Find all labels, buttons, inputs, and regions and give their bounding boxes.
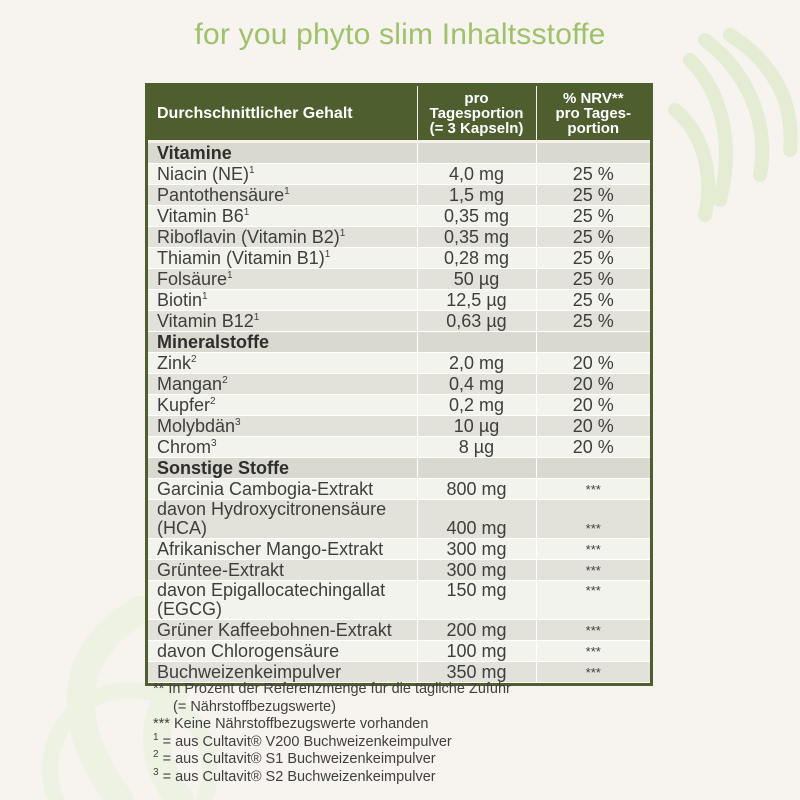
section-cell (536, 332, 650, 353)
ingredient-amount: 4,0 mg (417, 164, 536, 185)
header-nrv-percent (536, 86, 650, 142)
table-header-row (148, 86, 650, 142)
footnote-ref: 2 (191, 353, 197, 365)
ingredient-name (148, 560, 417, 581)
ingredient-amount: 0,35 mg (417, 206, 536, 227)
section-cell (417, 458, 536, 479)
header-average-content: Durchschnittlicher Gehalt (148, 86, 417, 142)
ingredient-label: Niacin (NE) (157, 163, 250, 184)
footnote-ref: 1 (227, 269, 233, 281)
section-cell (417, 142, 536, 164)
section-title: Sonstige Stoffe (148, 458, 417, 479)
ingredient-amount: 400 mg (417, 500, 536, 539)
ingredient-amount: 300 mg (417, 560, 536, 581)
ingredient-amount: 12,5 µg (417, 290, 536, 311)
ingredient-label: davon Hydroxycitronensäure (HCA) (157, 499, 387, 538)
table-row (148, 416, 650, 437)
footnote-ref: 3 (211, 437, 217, 449)
footnotes (153, 681, 511, 786)
table-row (148, 479, 650, 500)
footnote-ref: 1 (243, 206, 250, 218)
footnote-text: = aus Cultavit® V200 Buchweizenkeimpulver (158, 733, 452, 750)
footnote-ref: 1 (249, 164, 255, 176)
ingredient-label: Molybdän (157, 415, 236, 436)
ingredient-label: Grüntee-Extrakt (157, 559, 285, 580)
ingredient-label: Kupfer (157, 394, 211, 415)
ingredient-amount: 0,63 µg (417, 311, 536, 332)
table-row (148, 353, 650, 374)
footnote-mark: 1 (153, 731, 159, 743)
table-row (148, 248, 650, 269)
table-row (148, 290, 650, 311)
footnote-ref: 1 (284, 185, 290, 197)
ingredient-label: Garcinia Cambogia-Extrakt (157, 478, 374, 499)
ingredient-nrv: *** (536, 662, 650, 683)
ingredient-name (148, 416, 417, 437)
ingredient-label: Buchweizenkeimpulver (157, 661, 342, 682)
ingredient-amount: 0,28 mg (417, 248, 536, 269)
ingredient-label: Zink (157, 352, 192, 373)
table-row (148, 641, 650, 662)
header-per-daily-portion (417, 86, 536, 142)
ingredient-nrv: 20 % (536, 353, 650, 374)
footnote-ref: 1 (339, 227, 346, 239)
table-row (148, 620, 650, 641)
ingredient-nrv: 25 % (536, 206, 650, 227)
ingredient-label: davon Epigallocatechingallat (EGCG) (157, 580, 386, 619)
header-line: Tagesportion (429, 104, 524, 122)
ingredient-name (148, 185, 417, 206)
table-row (148, 206, 650, 227)
ingredient-name (148, 395, 417, 416)
ingredient-name (148, 374, 417, 395)
ingredient-name (148, 581, 417, 620)
footnote-mark: 3 (153, 766, 159, 778)
ingredient-nrv: *** (536, 581, 650, 620)
ingredients-table (148, 86, 650, 683)
ingredient-amount: 0,4 mg (417, 374, 536, 395)
header-line: % NRV** (562, 89, 624, 107)
section-cell (417, 332, 536, 353)
table-row (148, 185, 650, 206)
ingredient-amount: 150 mg (417, 581, 536, 620)
ingredient-label: Folsäure (157, 268, 228, 289)
ingredient-name (148, 662, 417, 683)
ingredient-name (148, 620, 417, 641)
ingredient-nrv: *** (536, 620, 650, 641)
table-row (148, 662, 650, 683)
table-row (148, 311, 650, 332)
ingredient-name (148, 311, 417, 332)
footnote-ref: 1 (324, 248, 331, 260)
ingredient-nrv: *** (536, 500, 650, 539)
table-body (148, 142, 650, 683)
ingredient-label: davon Chlorogensäure (157, 640, 340, 661)
header-line: pro (464, 89, 489, 107)
table-row (148, 581, 650, 620)
ingredient-name (148, 206, 417, 227)
table-row (148, 560, 650, 581)
footnote-ref: 2 (210, 395, 216, 407)
ingredient-nrv: 20 % (536, 374, 650, 395)
nutrition-table (145, 83, 653, 686)
ingredient-amount: 100 mg (417, 641, 536, 662)
ingredient-name (148, 290, 417, 311)
footnote-ref: 1 (253, 311, 260, 323)
table-row (148, 269, 650, 290)
ingredient-nrv: *** (536, 479, 650, 500)
ingredient-name (148, 500, 417, 539)
footnote-1 (153, 731, 511, 752)
footnote-no-reference: *** Keine Nährstoffbezugswerte vorhanden (153, 716, 429, 732)
ingredient-nrv: *** (536, 641, 650, 662)
footnote-mark: 2 (153, 749, 159, 761)
ingredient-name (148, 164, 417, 185)
table-section-row (148, 458, 650, 479)
ingredient-nrv: *** (536, 560, 650, 581)
table-row (148, 374, 650, 395)
table-row (148, 395, 650, 416)
footnote-ref: 1 (202, 290, 208, 302)
section-cell (536, 142, 650, 164)
ingredient-label: Thiamin (Vitamin B1) (157, 247, 325, 268)
ingredient-label: Mangan (157, 373, 223, 394)
ingredient-amount: 0,2 mg (417, 395, 536, 416)
table-row (148, 539, 650, 560)
ingredient-amount: 8 µg (417, 437, 536, 458)
footnote-text: = aus Cultavit® S2 Buchweizenkeimpulver (158, 768, 436, 785)
footnote-3 (153, 766, 511, 787)
table-section-row (148, 142, 650, 164)
footnote-2 (153, 751, 511, 769)
ingredient-nrv: 25 % (536, 248, 650, 269)
ingredient-nrv: 25 % (536, 290, 650, 311)
ingredient-nrv: 20 % (536, 395, 650, 416)
ingredient-name (148, 269, 417, 290)
ingredient-name (148, 479, 417, 500)
ingredient-nrv: 20 % (536, 437, 650, 458)
ingredient-amount: 0,35 mg (417, 227, 536, 248)
table-section-row (148, 332, 650, 353)
ingredient-amount: 200 mg (417, 620, 536, 641)
ingredient-name (148, 248, 417, 269)
ingredient-nrv: 25 % (536, 227, 650, 248)
footnote-ref: 2 (222, 374, 228, 386)
table-row (148, 164, 650, 185)
ingredient-amount: 50 µg (417, 269, 536, 290)
ingredient-name (148, 641, 417, 662)
header-line: (= 3 Kapseln) (429, 119, 524, 137)
footnote-text: = aus Cultavit® S1 Buchweizenkeimpulver (158, 751, 436, 767)
ingredient-name (148, 353, 417, 374)
ingredient-nrv: *** (536, 539, 650, 560)
ingredient-label: Vitamin B12 (157, 310, 254, 331)
footnote-nrv-sub: (= Nährstoffbezugswerte) (173, 698, 336, 715)
ingredient-amount: 1,5 mg (417, 185, 536, 206)
table-row (148, 227, 650, 248)
ingredient-label: Pantothensäure (157, 184, 285, 205)
header-line: pro Tages- (555, 104, 632, 122)
table-row (148, 500, 650, 539)
ingredient-label: Biotin (157, 289, 203, 310)
section-title: Mineralstoffe (148, 332, 417, 353)
section-title: Vitamine (148, 142, 417, 164)
ingredient-nrv: 25 % (536, 269, 650, 290)
header-line: portion (567, 119, 620, 137)
ingredient-name (148, 437, 417, 458)
table-row (148, 437, 650, 458)
page-title: for you phyto slim Inhaltsstoffe (194, 18, 606, 51)
ingredient-label: Afrikanischer Mango-Extrakt (157, 538, 384, 559)
ingredient-label: Riboflavin (Vitamin B2) (157, 226, 340, 247)
ingredient-amount: 300 mg (417, 539, 536, 560)
ingredient-nrv: 25 % (536, 164, 650, 185)
ingredient-amount: 2,0 mg (417, 353, 536, 374)
section-cell (536, 458, 650, 479)
ingredient-amount: 350 mg (417, 662, 536, 683)
ingredient-nrv: 25 % (536, 311, 650, 332)
ingredient-label: Chrom (157, 436, 212, 457)
ingredient-amount: 10 µg (417, 416, 536, 437)
footnote-ref: 3 (235, 416, 241, 428)
ingredient-label: Vitamin B6 (157, 205, 244, 226)
ingredient-amount: 800 mg (417, 479, 536, 500)
ingredient-name (148, 539, 417, 560)
ingredient-name (148, 227, 417, 248)
ingredient-nrv: 20 % (536, 416, 650, 437)
ingredient-nrv: 25 % (536, 185, 650, 206)
ingredient-label: Grüner Kaffeebohnen-Extrakt (157, 619, 392, 640)
footnote-nrv: ** In Prozent der Referenzmenge für die tägliche Zufuhr (153, 681, 511, 697)
